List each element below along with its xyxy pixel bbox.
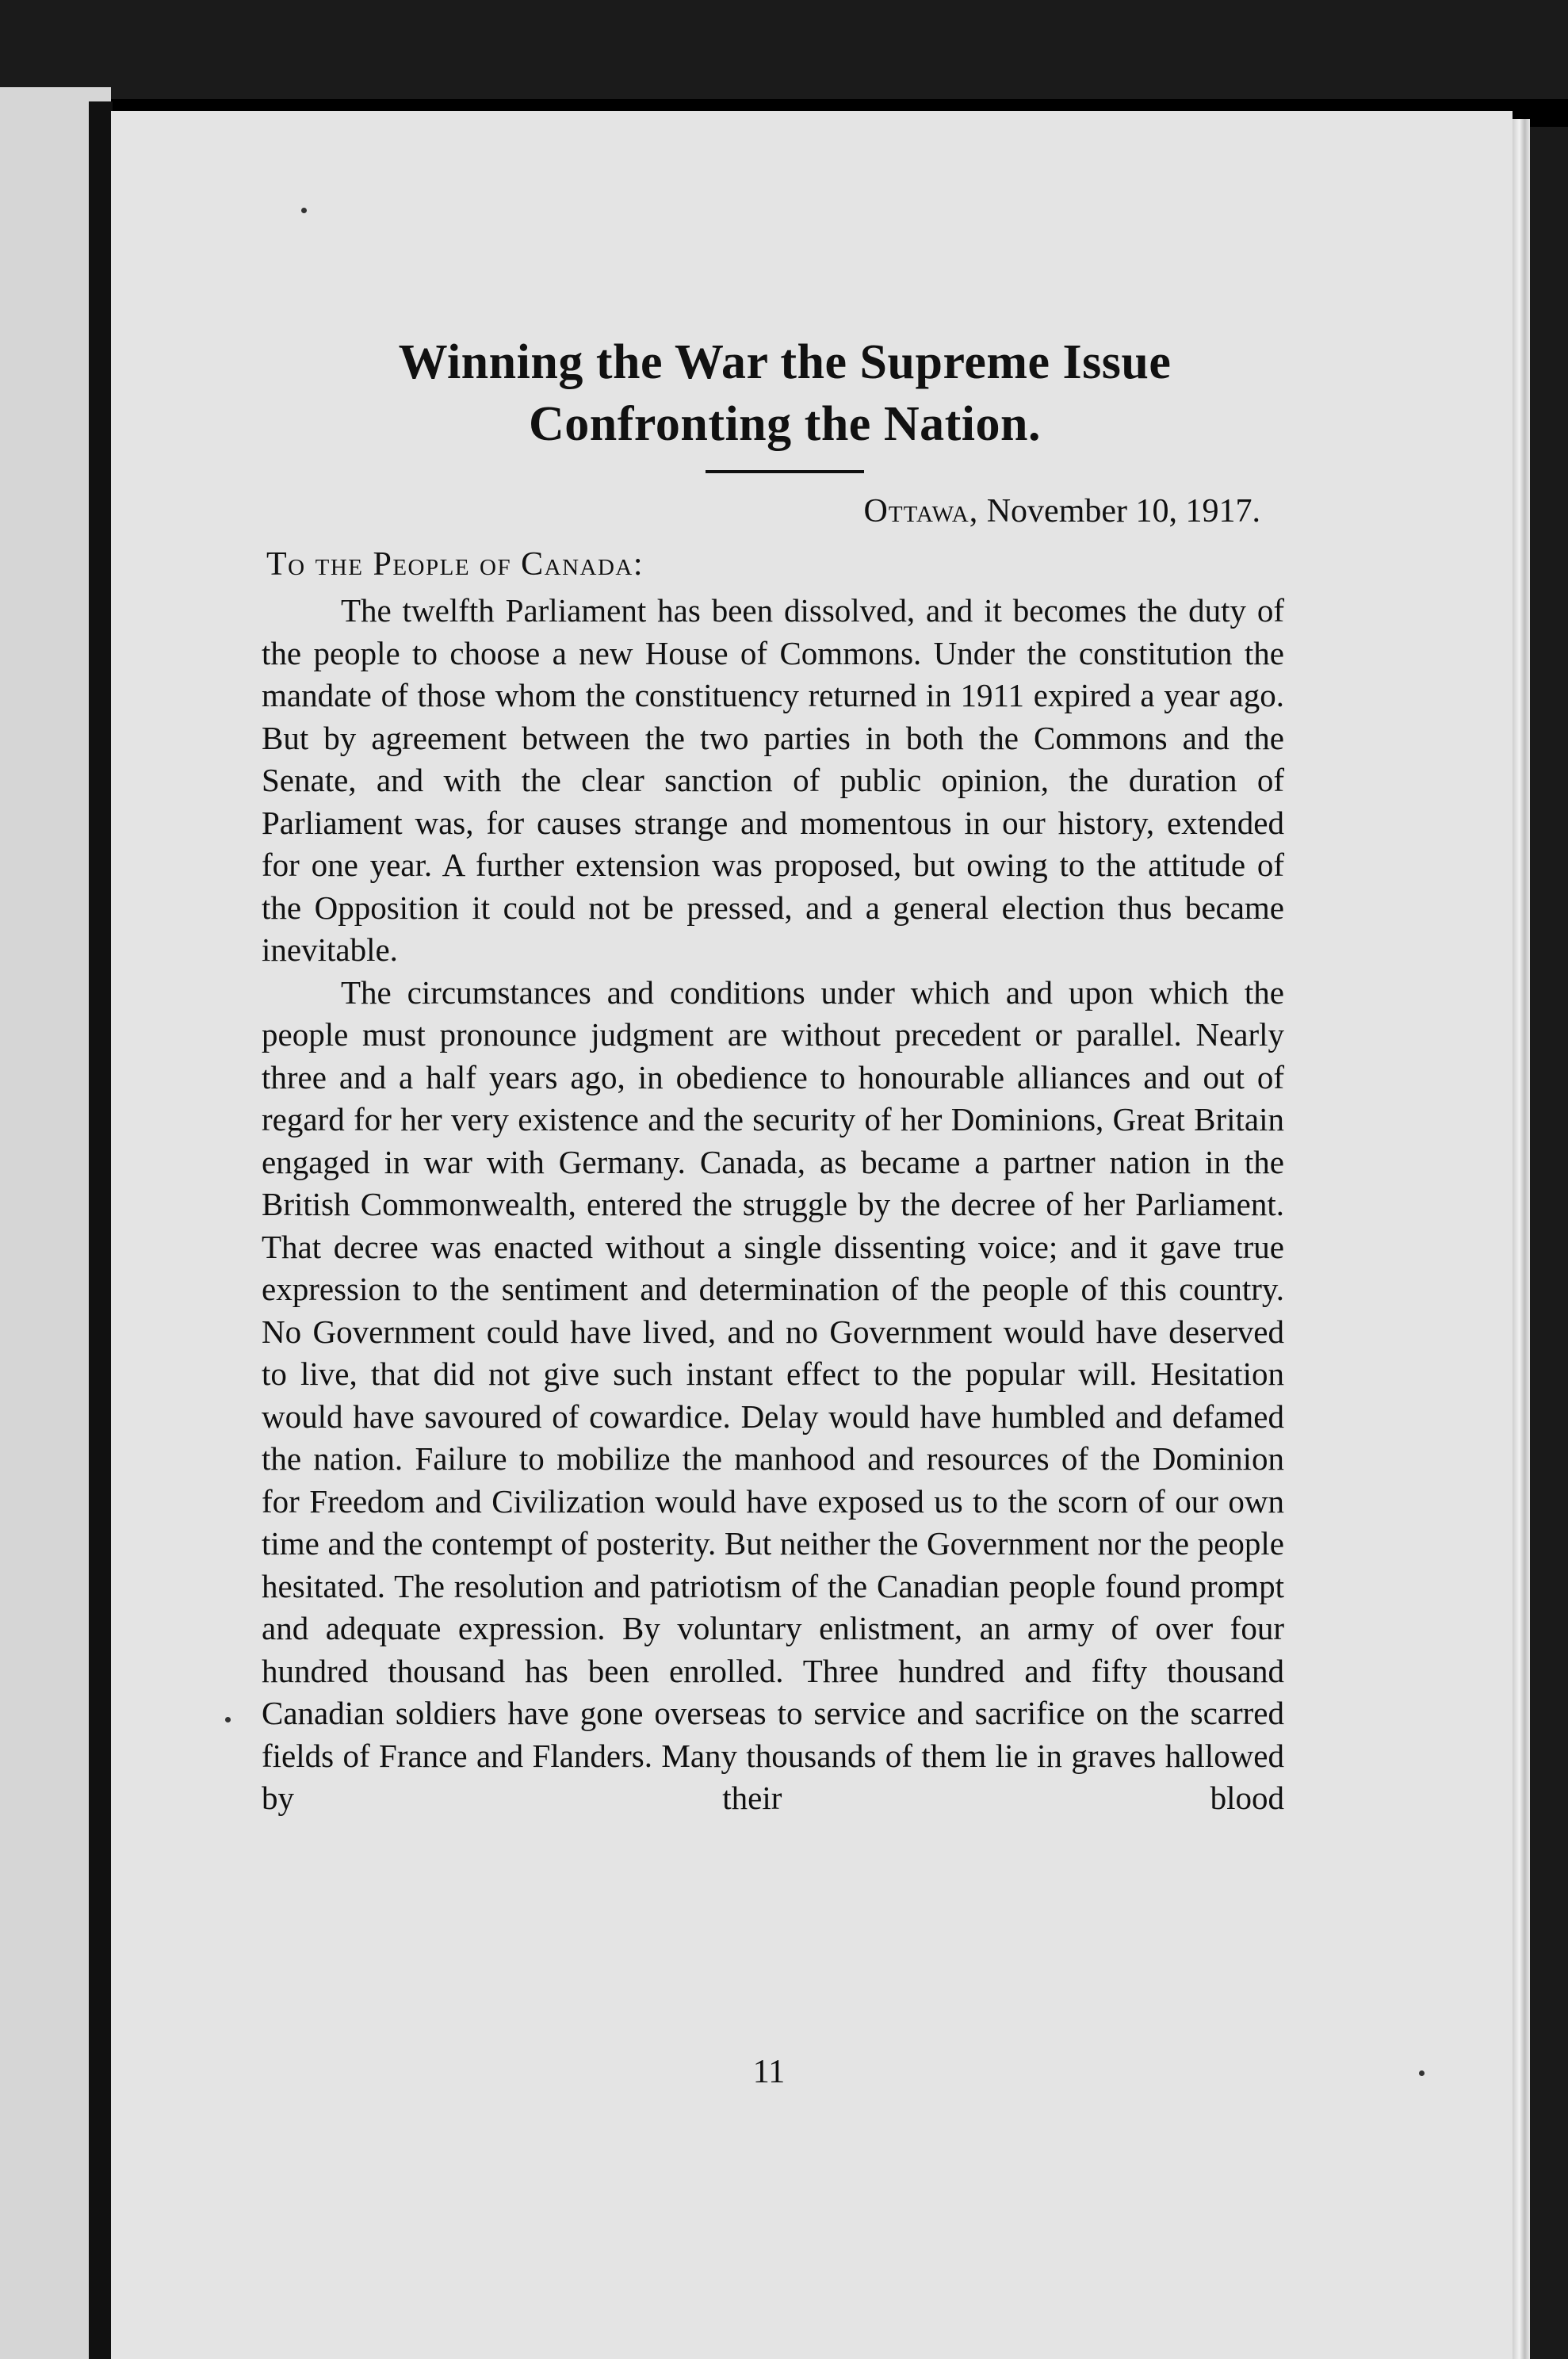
dateline bbox=[864, 489, 1260, 533]
title-line-2: Confronting the Nation. bbox=[529, 397, 1041, 451]
title-line-1: Winning the War the Supreme Issue bbox=[398, 335, 1172, 389]
body-paragraph-1: The twelfth Parliament has been dissolved, and it becomes the duty of the people to choose a new House of Commons. Under the constitution the mandate of those whom the constituency returned in 1911 expired a year ago. But by agreement between the two parties in both the Commons and the Senate, and with the clear sanction of public opinion, the duration of Parliament was, for causes strange and momentous in our history, extended for one year. A further extension was proposed, but owing to the attitude of the Opposition it could not be pressed, and a general election thus became inevitable. bbox=[262, 592, 1284, 968]
salutation: To the People of Canada: bbox=[266, 546, 644, 583]
scan-speck bbox=[1419, 2070, 1425, 2076]
page-title bbox=[270, 331, 1300, 455]
page-number: 11 bbox=[752, 2054, 786, 2090]
dateline-place: Ottawa, bbox=[863, 493, 979, 530]
scan-speck bbox=[225, 1717, 231, 1722]
scan-speck bbox=[301, 208, 307, 213]
dateline-date: November 10, 1917. bbox=[986, 493, 1260, 530]
scan-background-right bbox=[1530, 127, 1568, 2359]
book-spine bbox=[89, 101, 113, 2359]
scan-background-top bbox=[0, 0, 1568, 99]
title-divider bbox=[706, 470, 864, 473]
page-stack-edge bbox=[1513, 119, 1530, 2359]
document-body bbox=[262, 590, 1284, 1820]
body-paragraph-2: The circumstances and conditions under which and upon which the people must pronounce judgment are without precedent or parallel. Nearly three and a half years ago, in obedience to honourable alliances and out of regard for her very existence and the security of her Dominions, Great Britain engaged in war with Germany. Canada, as became a partner nation in the British Commonwealth, entered the struggle by the decree of her Parliament. That decree was enacted without a single dissenting voice; and it gave true expression to the sentiment and determination of the people of this country. No Government could have lived, and no Government would have deserved to live, that did not give such instant effect to the popular will. Hesitation would have savoured of cowardice. Delay would have humbled and defamed the nation. Failure to mobilize the manhood and resources of the Dominion for Freedom and Civilization would have exposed us to the scorn of our own time and the contempt of posterity. But neither the Government nor the people hesitated. The resolution and patriotism of the Canadian people found prompt and adequate expression. By voluntary enlistment, an army of over four hundred thousand has been enrolled. Three hundred and fifty thousand Canadian soldiers have gone overseas to service and sacrifice on the scarred fields of France and Flanders. Many thousands of them lie in graves hallowed by their blood bbox=[262, 973, 1284, 1816]
